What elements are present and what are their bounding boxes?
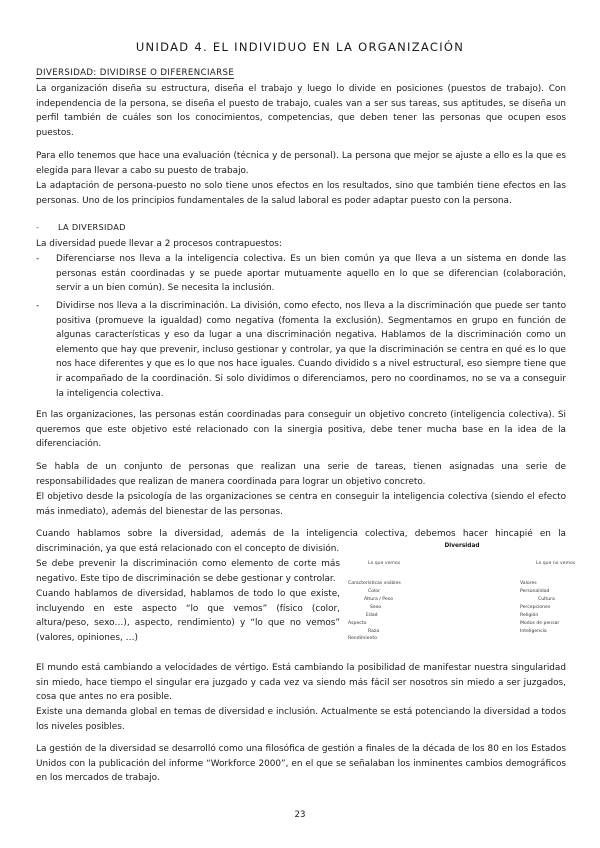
paragraph-organizations: En las organizaciones, las personas están coordinadas para conseguir un objetivo concreto (inteligencia colectiva). Si queremos que este objetivo esté relacionado con la sinergia positiva, debe tener mucha base en la idea de la diferenciación. [36, 410, 566, 450]
figure-right-item: Percepciones [520, 605, 551, 610]
figure-right-item: Inteligencia [520, 629, 547, 634]
paragraph-adaptation: La adaptación de persona-puesto no solo tiene unos efectos en los resultados, sino que también tiene efectos en las personas. Uno de los principios fundamentales de la salud laboral es poder adaptar puesto con la persona. [36, 181, 566, 206]
paragraph-prevent: Se debe prevenir la discriminación como elemento de corte más negativo. Este tipo de discriminación se debe gestionar y controlar. [36, 559, 340, 584]
subsection-heading [36, 222, 126, 232]
paragraph-world-changing: El mundo está cambiando a velocidades de vértigo. Está cambiando la posibilidad de manifestar nuestra singularidad sin miedo, hace tiempo el singular era juzgado y cada vez va siendo más fácil ser nosotros sin miedo a ser juzgados, cosa que antes no era posible. [36, 663, 566, 703]
figure-right-item: Personalidad [520, 589, 550, 594]
figure-right-item: Modos de pensar [520, 621, 560, 626]
paragraph-global-demand: Existe una demanda global en temas de diversidad e inclusión. Actualmente se está potenciando la diversidad a todos los niveles posibles. [36, 707, 566, 732]
figure-right-item: Cultura [538, 597, 555, 602]
figure-title: Diversidad [444, 543, 480, 549]
paragraph-group: Se habla de un conjunto de personas que realizan una serie de tareas, tienen asignadas una serie de responsabilidades que realizan de manera coordinada para lograr un objetivo concreto. [36, 462, 566, 487]
figure-left-item: Edad [366, 613, 378, 618]
figure-left-item: Aspecto [348, 621, 367, 626]
paragraph-discrimination: Cuando hablamos sobre la diversidad, además de la inteligencia colectiva, debemos hacer hincapié en la discriminación, ya que está relacionado con el concepto de división. [36, 529, 566, 554]
subsection-title: LA DIVERSIDAD [58, 222, 126, 232]
section-title: DIVERSIDAD: DIVIDIRSE O DIFERENCIARSE [36, 68, 235, 78]
diversity-intro: La diversidad puede llevar a 2 procesos contrapuestos: [36, 239, 282, 249]
list-dash: - [36, 254, 40, 264]
unit-title: UNIDAD 4. EL INDIVIDUO EN LA ORGANIZACIÓN [135, 40, 465, 54]
paragraph-evaluation: Para ello tenemos que hace una evaluación (técnica y de personal). La persona que mejor se ajuste a ello es la que es elegida para llevar a cabo su puesto de trabajo. [36, 151, 566, 176]
figure-right-item: Religión [520, 613, 539, 618]
paragraph-management: La gestión de la diversidad se desarrolló como una filosófica de gestión a finales de la década de los 80 en los Estados Unidos con la publicación del informe “Workforce 2000”, en el que se señalaban los inminentes cambios demográficos en los mercados de trabajo. [36, 744, 566, 784]
figure-left-item: Color [368, 589, 380, 594]
figure-left-caption: Lo que vemos [368, 561, 401, 566]
page-number: 23 [294, 810, 306, 820]
figure-left-item: Altura / Peso [364, 597, 393, 602]
paragraph-objective: El objetivo desde la psicología de las organizaciones se centra en conseguir la inteligencia colectiva (siendo el efecto más inmediato), además del bienestar de las personas. [36, 492, 566, 517]
figure-right-item: Valores [520, 581, 537, 586]
figure-left-item: Raza [368, 629, 380, 634]
list-item-text: Dividirse nos lleva a la discriminación. La división, como efecto, nos lleva a la discriminación que puede ser tanto positiva (promueve la igualdad) como negativa (fomenta la exclusión). Segmentamos en grupo en función de algunas características y eso da lugar a una discriminación negativa. Hablamos de la discriminación como un elemento que hay que prevenir, incluso gestionar y controlar, ya que la discriminación se centra en qué es lo que nos hace diferentes y que es lo que nos hace iguales. Cuando dividido s a nivel estructural, eso siempre tiene que ir acompañado de la coordinación. Si solo dividimos o diferenciamos, pero no coordinamos, no se va a conseguir la inteligencia colectiva. [56, 301, 566, 399]
figure-left-item: Sexo [370, 605, 382, 610]
subsection-bullet: - [36, 222, 40, 232]
paragraph-what-we-see: Cuando hablamos de diversidad, hablamos de todo lo que existe, incluyendo en este aspecto “lo que vemos” (físico (color, altura/peso, sexo…), aspecto, rendimiento) y “lo que no vemos” (valores, opiniones, …) [36, 589, 340, 643]
list-dash: - [36, 301, 40, 311]
figure-right-caption: Lo que no vemos [536, 561, 576, 566]
paragraph-structure: La organización diseña su estructura, diseña el trabajo y luego lo divide en posiciones (puestos de trabajo). Con independencia de la persona, se diseña el puesto de trabajo, cuales van a ser sus tareas, sus aptitudes, se diseña un perfil también de cuáles son los conocimientos, competencias, que deben tener las personas que ocupen esos puestos. [36, 84, 566, 138]
figure-left-item: Rendimiento [348, 636, 378, 641]
figure-left-item: Características visibles [348, 581, 401, 586]
diversity-figure [344, 543, 580, 643]
list-item-text: Diferenciarse nos lleva a la inteligencia colectiva. Es un bien común ya que lleva a un sistema en donde las personas están coordinadas y se puede aportar mutuamente aquello en lo que se diferencian (colaboración, servir a un bien común). Se necesita la inclusión. [56, 254, 566, 294]
